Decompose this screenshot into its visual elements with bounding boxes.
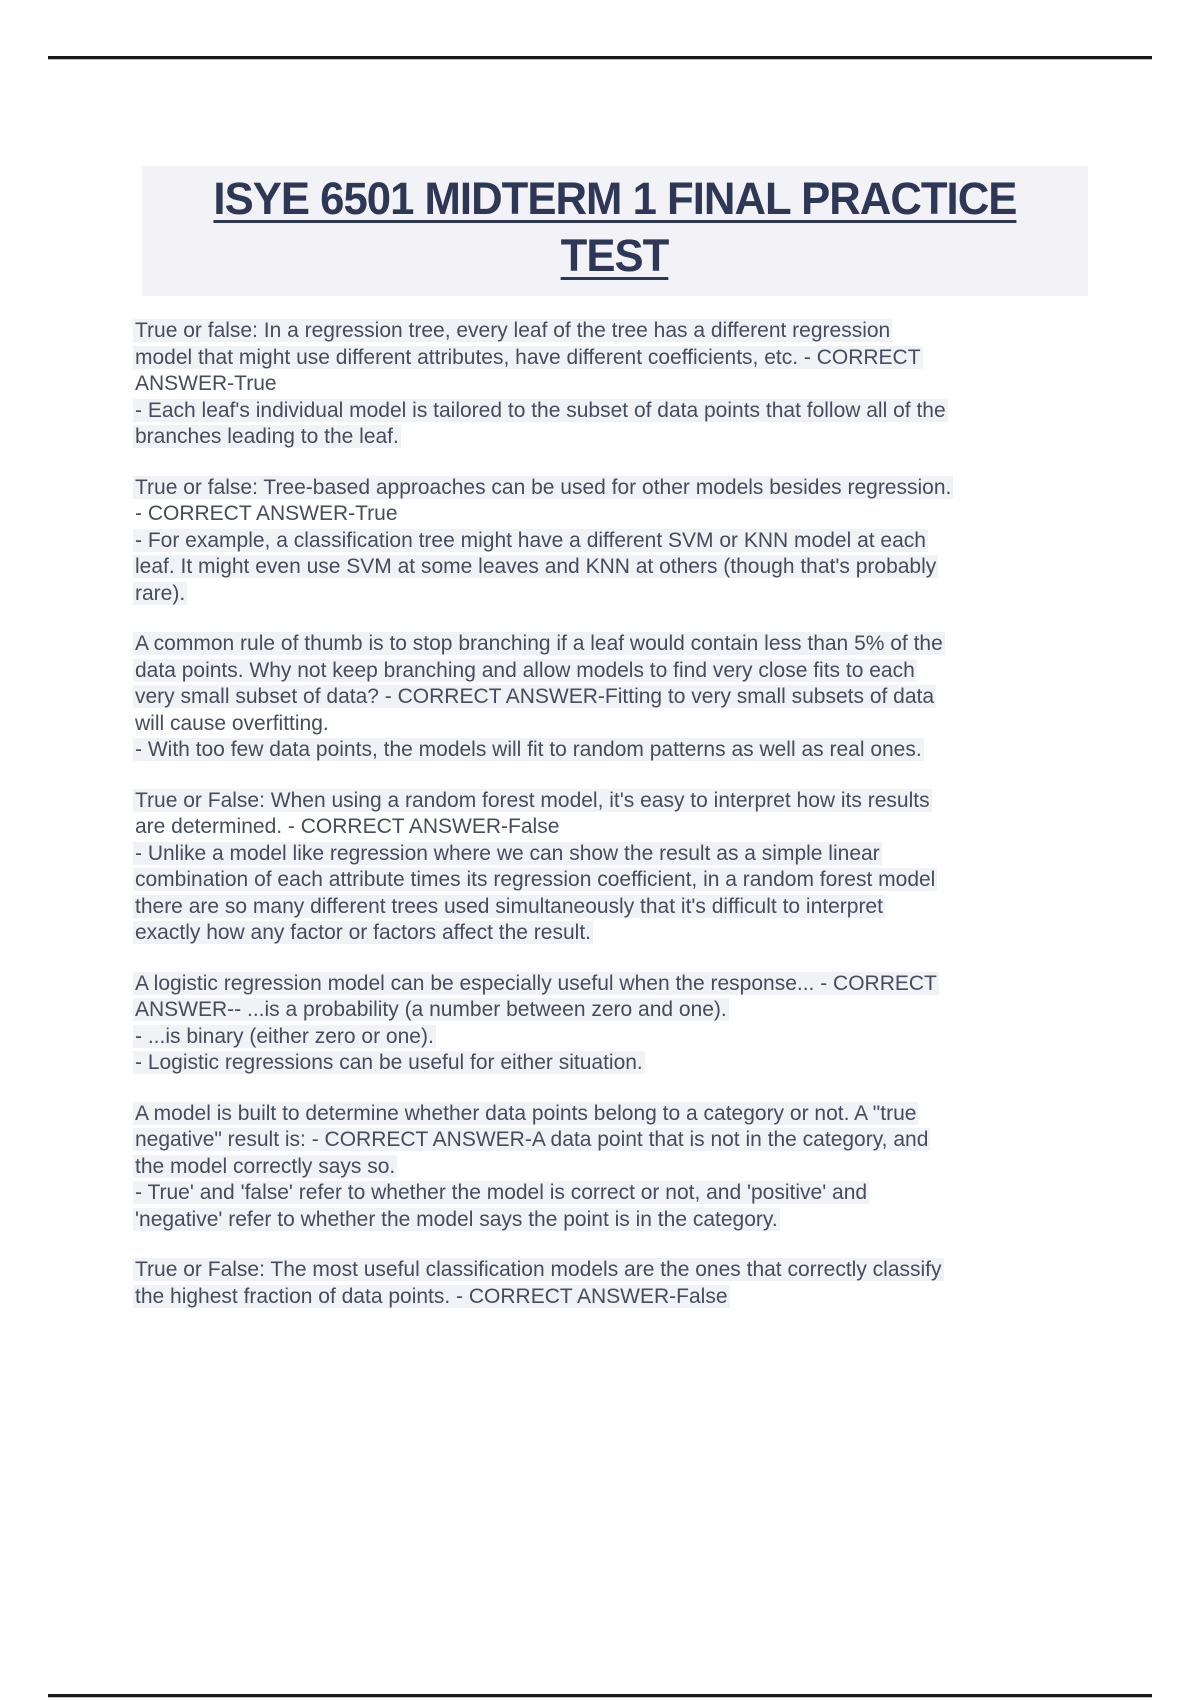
paragraph (135, 318, 1080, 451)
text-line-text: - For example, a classification tree might have a different SVM or KNN model at each (135, 528, 926, 552)
text-line (135, 737, 1080, 764)
text-line-text: A common rule of thumb is to stop branching if a leaf would contain less than 5% of the (135, 632, 943, 655)
text-line-text: - Logistic regressions can be useful for either situation. (135, 1051, 643, 1074)
text-line-text: negative" result is: - CORRECT ANSWER-A data point that is not in the category, and (135, 1128, 929, 1151)
text-line-text: ANSWER-- ...is a probability (a number between zero and one). (135, 998, 727, 1021)
text-line-text: True or False: When using a random forest model, it's easy to interpret how its results (135, 788, 930, 812)
text-line (135, 398, 1080, 425)
paragraph (135, 475, 1080, 608)
text-line-text: leaf. It might even use SVM at some leaves and KNN at others (though that's probably (135, 555, 937, 578)
document-body (135, 318, 1080, 1334)
text-line-text: True or false: In a regression tree, every leaf of the tree has a different regression (135, 319, 891, 342)
text-line-text: A logistic regression model can be especially useful when the response... - CORRECT (135, 971, 937, 995)
text-line (135, 997, 1080, 1024)
text-line (135, 528, 1080, 555)
text-line (135, 711, 1080, 738)
text-line-text: True or false: Tree-based approaches can be used for other models besides regression. (135, 475, 952, 499)
text-line-text: - With too few data points, the models will fit to random patterns as well as real ones. (135, 738, 922, 761)
text-line (135, 424, 1080, 451)
paragraph (135, 1101, 1080, 1234)
text-line-text: A model is built to determine whether data points belong to a category or not. A "true (135, 1101, 917, 1125)
text-line (135, 658, 1080, 685)
text-line-text: model that might use different attributes, have different coefficients, etc. - CORRECT (135, 345, 921, 369)
text-line (135, 971, 1080, 998)
text-line (135, 1257, 1080, 1284)
text-line-text: very small subset of data? - CORRECT ANSWER-Fitting to very small subsets of data (135, 685, 935, 708)
text-line-text: True or False: The most useful classification models are the ones that correctly classify (135, 1258, 942, 1281)
text-line (135, 318, 1080, 345)
text-line (135, 1284, 1080, 1311)
text-line-text: rare). (135, 581, 186, 605)
text-line-text: - CORRECT ANSWER-True (135, 502, 398, 525)
text-line (135, 841, 1080, 868)
text-line-text: the model correctly says so. (135, 1154, 396, 1178)
text-line (135, 1207, 1080, 1234)
text-line-text: the highest fraction of data points. - CORRECT ANSWER-False (135, 1284, 728, 1308)
text-line (135, 371, 1080, 398)
text-line (135, 1024, 1080, 1051)
text-line-text: combination of each attribute times its regression coefficient, in a random forest model (135, 868, 936, 891)
text-line (135, 1127, 1080, 1154)
text-line (135, 1101, 1080, 1128)
document-title-line-1: ISYE 6501 MIDTERM 1 FINAL PRACTICE (213, 173, 1017, 224)
title-block (142, 166, 1088, 296)
text-line-text: data points. Why not keep branching and allow models to find very close fits to each (135, 658, 915, 682)
text-line (135, 581, 1080, 608)
text-line (135, 345, 1080, 372)
text-line-text: exactly how any factor or factors affect the result. (135, 921, 591, 944)
text-line-text: there are so many different trees used simultaneously that it's difficult to interpret (135, 894, 883, 918)
text-line (135, 475, 1080, 502)
text-line (135, 631, 1080, 658)
text-line-text: ANSWER-True (135, 372, 277, 395)
text-line-text: will cause overfitting. (135, 711, 329, 735)
bottom-horizontal-rule (48, 1694, 1152, 1697)
paragraph (135, 1257, 1080, 1310)
text-line-text: - Each leaf's individual model is tailored to the subset of data points that follow all of the (135, 398, 946, 422)
text-line-text: branches leading to the leaf. (135, 425, 399, 448)
paragraph (135, 788, 1080, 947)
text-line (135, 1050, 1080, 1077)
text-line (135, 1154, 1080, 1181)
text-line (135, 501, 1080, 528)
paragraph (135, 971, 1080, 1077)
text-line (135, 920, 1080, 947)
text-line (135, 1180, 1080, 1207)
text-line-text: - True' and 'false' refer to whether the model is correct or not, and 'positive' and (135, 1181, 868, 1204)
text-line (135, 814, 1080, 841)
text-line-text: are determined. - CORRECT ANSWER-False (135, 815, 560, 838)
document-title-line-2: TEST (561, 230, 669, 282)
text-line (135, 684, 1080, 711)
text-line-text: 'negative' refer to whether the model says the point is in the category. (135, 1207, 778, 1231)
text-line (135, 554, 1080, 581)
paragraph (135, 631, 1080, 764)
text-line-text: - ...is binary (either zero or one). (135, 1024, 434, 1048)
text-line-text: - Unlike a model like regression where we can show the result as a simple linear (135, 841, 880, 865)
top-horizontal-rule (48, 56, 1152, 59)
text-line (135, 894, 1080, 921)
text-line (135, 867, 1080, 894)
text-line (135, 788, 1080, 815)
